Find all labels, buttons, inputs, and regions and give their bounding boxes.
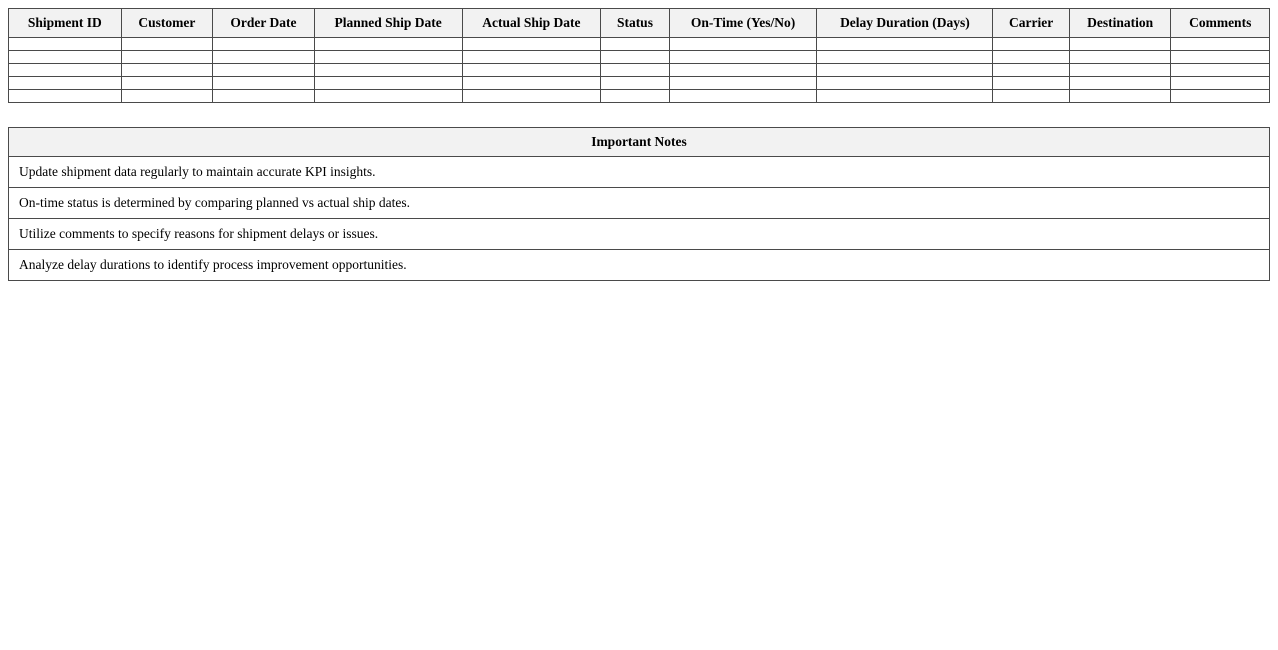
table-row[interactable] [9, 89, 1270, 102]
table-row[interactable] [9, 50, 1270, 63]
cell-comments[interactable] [1171, 63, 1270, 76]
cell-comments[interactable] [1171, 50, 1270, 63]
note-row [9, 156, 1270, 187]
cell-shipment-id[interactable] [9, 63, 122, 76]
note-item: Utilize comments to specify reasons for shipment delays or issues. [9, 218, 1270, 249]
cell-status[interactable] [601, 37, 669, 50]
cell-shipment-id[interactable] [9, 89, 122, 102]
shipment-tracking-table [8, 8, 1270, 103]
cell-destination[interactable] [1069, 63, 1171, 76]
cell-destination[interactable] [1069, 89, 1171, 102]
cell-carrier[interactable] [993, 89, 1069, 102]
cell-status[interactable] [601, 63, 669, 76]
cell-actual-ship-date[interactable] [462, 50, 601, 63]
cell-delay-duration[interactable] [817, 37, 993, 50]
note-row [9, 249, 1270, 280]
cell-destination[interactable] [1069, 37, 1171, 50]
cell-actual-ship-date[interactable] [462, 63, 601, 76]
notes-header-row [9, 127, 1270, 156]
cell-status[interactable] [601, 76, 669, 89]
cell-actual-ship-date[interactable] [462, 76, 601, 89]
cell-status[interactable] [601, 89, 669, 102]
cell-carrier[interactable] [993, 76, 1069, 89]
cell-delay-duration[interactable] [817, 63, 993, 76]
column-header-shipment-id: Shipment ID [9, 9, 122, 38]
cell-planned-ship-date[interactable] [314, 50, 462, 63]
cell-comments[interactable] [1171, 89, 1270, 102]
cell-delay-duration[interactable] [817, 50, 993, 63]
cell-customer[interactable] [121, 89, 213, 102]
column-header-destination: Destination [1069, 9, 1171, 38]
cell-on-time[interactable] [669, 37, 817, 50]
cell-customer[interactable] [121, 37, 213, 50]
cell-destination[interactable] [1069, 50, 1171, 63]
cell-planned-ship-date[interactable] [314, 63, 462, 76]
cell-order-date[interactable] [213, 50, 315, 63]
cell-status[interactable] [601, 50, 669, 63]
column-header-comments: Comments [1171, 9, 1270, 38]
note-row [9, 187, 1270, 218]
cell-order-date[interactable] [213, 76, 315, 89]
note-item: Update shipment data regularly to maintain accurate KPI insights. [9, 156, 1270, 187]
cell-on-time[interactable] [669, 50, 817, 63]
cell-carrier[interactable] [993, 50, 1069, 63]
column-header-actual-ship-date: Actual Ship Date [462, 9, 601, 38]
note-row [9, 218, 1270, 249]
column-header-order-date: Order Date [213, 9, 315, 38]
cell-order-date[interactable] [213, 89, 315, 102]
cell-planned-ship-date[interactable] [314, 76, 462, 89]
cell-delay-duration[interactable] [817, 76, 993, 89]
column-header-customer: Customer [121, 9, 213, 38]
cell-customer[interactable] [121, 63, 213, 76]
cell-comments[interactable] [1171, 37, 1270, 50]
column-header-carrier: Carrier [993, 9, 1069, 38]
cell-customer[interactable] [121, 50, 213, 63]
cell-planned-ship-date[interactable] [314, 89, 462, 102]
table-row[interactable] [9, 63, 1270, 76]
cell-destination[interactable] [1069, 76, 1171, 89]
column-header-on-time: On-Time (Yes/No) [669, 9, 817, 38]
cell-carrier[interactable] [993, 63, 1069, 76]
cell-actual-ship-date[interactable] [462, 37, 601, 50]
cell-on-time[interactable] [669, 76, 817, 89]
cell-planned-ship-date[interactable] [314, 37, 462, 50]
cell-carrier[interactable] [993, 37, 1069, 50]
cell-shipment-id[interactable] [9, 37, 122, 50]
cell-order-date[interactable] [213, 63, 315, 76]
cell-shipment-id[interactable] [9, 76, 122, 89]
note-item: Analyze delay durations to identify process improvement opportunities. [9, 249, 1270, 280]
column-header-delay-duration: Delay Duration (Days) [817, 9, 993, 38]
document-page [0, 0, 1278, 281]
cell-actual-ship-date[interactable] [462, 89, 601, 102]
notes-title: Important Notes [9, 127, 1270, 156]
cell-on-time[interactable] [669, 63, 817, 76]
table-header-row [9, 9, 1270, 38]
cell-delay-duration[interactable] [817, 89, 993, 102]
cell-comments[interactable] [1171, 76, 1270, 89]
note-item: On-time status is determined by comparing planned vs actual ship dates. [9, 187, 1270, 218]
cell-order-date[interactable] [213, 37, 315, 50]
column-header-status: Status [601, 9, 669, 38]
important-notes-table [8, 127, 1270, 281]
table-row[interactable] [9, 76, 1270, 89]
important-notes-section [8, 127, 1270, 281]
cell-customer[interactable] [121, 76, 213, 89]
column-header-planned-ship-date: Planned Ship Date [314, 9, 462, 38]
table-row[interactable] [9, 37, 1270, 50]
cell-on-time[interactable] [669, 89, 817, 102]
cell-shipment-id[interactable] [9, 50, 122, 63]
